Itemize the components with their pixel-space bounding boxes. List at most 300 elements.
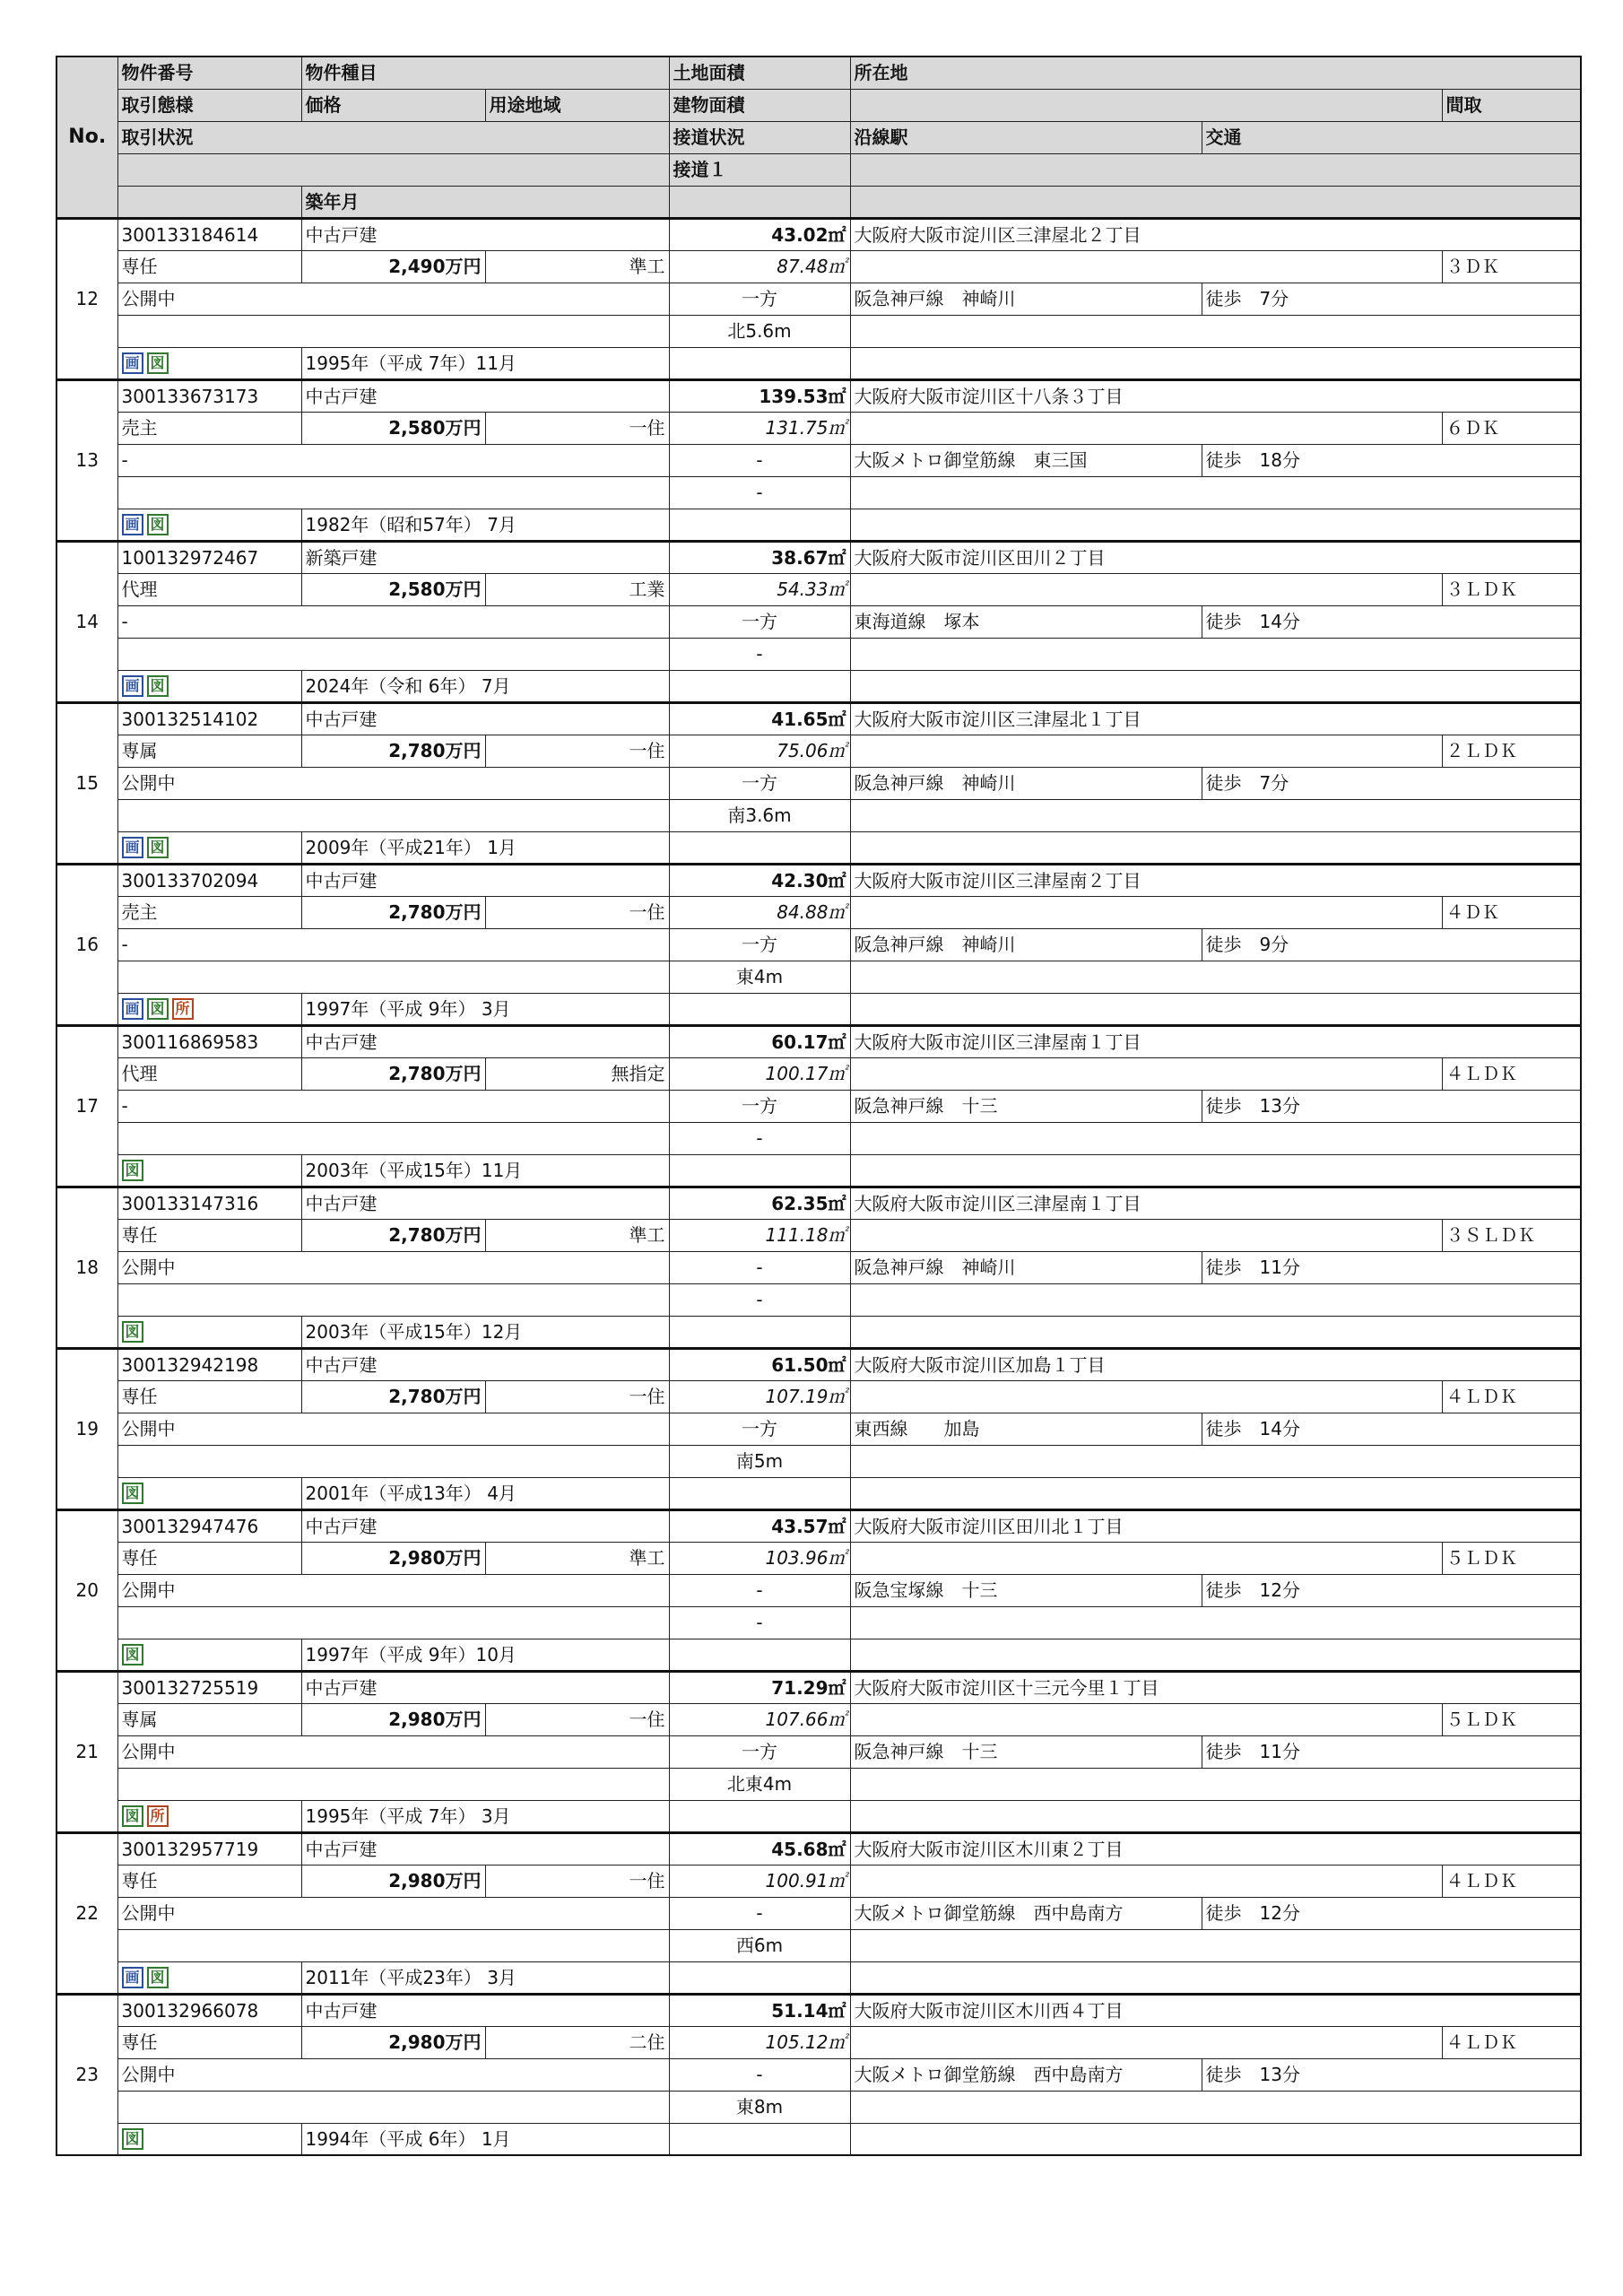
blank-cell — [117, 476, 669, 509]
layout: ５ＬＤＫ — [1442, 1703, 1581, 1735]
header-blank — [850, 153, 1581, 186]
header-blank — [850, 186, 1581, 218]
table-row — [56, 1413, 1581, 1445]
built-date: 1997年（平成 9年）10月 — [301, 1639, 669, 1671]
road-1: - — [669, 1606, 850, 1639]
road-access: 一方 — [669, 1090, 850, 1122]
zoning: 一住 — [485, 896, 669, 928]
blank-cell — [850, 1380, 1442, 1413]
table-row — [56, 315, 1581, 347]
badge-cell — [117, 1154, 301, 1187]
transaction-mode: 専任 — [117, 250, 301, 283]
address: 大阪府大阪市淀川区三津屋南１丁目 — [850, 1025, 1581, 1057]
blank-cell — [850, 2026, 1442, 2058]
blank-cell — [850, 1639, 1581, 1671]
land-area: 43.57㎡ — [669, 1509, 850, 1542]
price: 2,980万円 — [301, 1542, 485, 1574]
table-row — [56, 1542, 1581, 1574]
header-land-area: 土地面積 — [669, 57, 850, 89]
table-row — [56, 347, 1581, 379]
table-row — [56, 1994, 1581, 2026]
road-access: - — [669, 1251, 850, 1283]
transaction-status: 公開中 — [117, 767, 669, 799]
blank-cell — [117, 638, 669, 670]
table-row — [56, 1606, 1581, 1639]
layout: ３ＳＬＤＫ — [1442, 1219, 1581, 1251]
image-icon[interactable]: 画 — [122, 514, 143, 535]
table-row — [56, 509, 1581, 541]
table-row — [56, 379, 1581, 412]
header-built-date: 築年月 — [301, 186, 669, 218]
address: 大阪府大阪市淀川区三津屋南１丁目 — [850, 1187, 1581, 1219]
transaction-status: - — [117, 605, 669, 638]
header-no: No. — [56, 57, 117, 218]
land-area: 61.50㎡ — [669, 1348, 850, 1380]
floor-plan-icon[interactable]: 図 — [122, 1483, 143, 1504]
land-area: 38.67㎡ — [669, 541, 850, 573]
address: 大阪府大阪市淀川区田川北１丁目 — [850, 1509, 1581, 1542]
line-station: 大阪メトロ御堂筋線 西中島南方 — [850, 2058, 1202, 2091]
table-row — [56, 476, 1581, 509]
floor-plan-icon[interactable]: 図 — [122, 1160, 143, 1181]
land-area: 62.35㎡ — [669, 1187, 850, 1219]
blank-cell — [850, 896, 1442, 928]
header-transport: 交通 — [1202, 121, 1581, 153]
layout: ４ＤＫ — [1442, 896, 1581, 928]
transport: 徒歩 18分 — [1202, 444, 1581, 476]
table-row — [56, 1865, 1581, 1897]
blank-cell — [850, 1768, 1581, 1800]
header-transaction-mode: 取引態様 — [117, 89, 301, 121]
road-1: 北5.6m — [669, 315, 850, 347]
building-area: 100.17㎡ — [669, 1057, 850, 1090]
transaction-status: 公開中 — [117, 1574, 669, 1606]
address: 大阪府大阪市淀川区三津屋北２丁目 — [850, 218, 1581, 250]
transport: 徒歩 12分 — [1202, 1897, 1581, 1929]
road-1: - — [669, 638, 850, 670]
property-type: 中古戸建 — [301, 702, 669, 735]
price: 2,780万円 — [301, 1380, 485, 1413]
badge-cell — [117, 2123, 301, 2155]
table-row — [56, 283, 1581, 315]
floor-plan-icon[interactable]: 図 — [147, 514, 169, 535]
zoning: 一住 — [485, 735, 669, 767]
road-access: - — [669, 1574, 850, 1606]
table-row — [56, 735, 1581, 767]
table-row — [56, 864, 1581, 896]
table-row — [56, 605, 1581, 638]
price: 2,490万円 — [301, 250, 485, 283]
row-number: 22 — [56, 1832, 117, 1994]
blank-cell — [669, 509, 850, 541]
row-number: 21 — [56, 1671, 117, 1832]
road-access: 一方 — [669, 1413, 850, 1445]
transaction-status: 公開中 — [117, 283, 669, 315]
image-icon[interactable]: 画 — [122, 998, 143, 1020]
transaction-status: - — [117, 1090, 669, 1122]
layout: ２ＬＤＫ — [1442, 735, 1581, 767]
zoning: 準工 — [485, 250, 669, 283]
blank-cell — [669, 1639, 850, 1671]
building-area: 75.06㎡ — [669, 735, 850, 767]
badge-cell — [117, 993, 301, 1025]
road-1: - — [669, 476, 850, 509]
road-access: - — [669, 444, 850, 476]
blank-cell — [850, 1961, 1581, 1994]
property-type: 中古戸建 — [301, 1509, 669, 1542]
header-property-type: 物件種目 — [301, 57, 669, 89]
table-row — [56, 2091, 1581, 2123]
line-station: 阪急神戸線 十三 — [850, 1735, 1202, 1768]
blank-cell — [850, 250, 1442, 283]
blank-cell — [850, 1057, 1442, 1090]
transport: 徒歩 14分 — [1202, 1413, 1581, 1445]
table-row — [56, 250, 1581, 283]
table-row — [56, 218, 1581, 250]
table-row — [56, 1574, 1581, 1606]
blank-cell — [669, 1316, 850, 1348]
blank-cell — [117, 1606, 669, 1639]
header-transaction-status: 取引状況 — [117, 121, 669, 153]
table-row — [56, 1961, 1581, 1994]
floor-plan-icon[interactable]: 図 — [122, 1321, 143, 1343]
road-1: 西6m — [669, 1929, 850, 1961]
transaction-status: 公開中 — [117, 1251, 669, 1283]
transaction-mode: 代理 — [117, 573, 301, 605]
badge-cell — [117, 831, 301, 864]
image-icon[interactable]: 画 — [122, 675, 143, 697]
table-row — [56, 1735, 1581, 1768]
layout: ５ＬＤＫ — [1442, 1542, 1581, 1574]
transport: 徒歩 7分 — [1202, 283, 1581, 315]
property-type: 中古戸建 — [301, 1025, 669, 1057]
floor-plan-icon[interactable]: 図 — [122, 2128, 143, 2150]
building-area: 111.18㎡ — [669, 1219, 850, 1251]
floor-plan-icon[interactable]: 図 — [147, 837, 169, 858]
blank-cell — [850, 412, 1442, 444]
header-property-number: 物件番号 — [117, 57, 301, 89]
header-building-area: 建物面積 — [669, 89, 850, 121]
blank-cell — [669, 1477, 850, 1509]
badge-cell — [117, 1477, 301, 1509]
blank-cell — [850, 315, 1581, 347]
row-number: 13 — [56, 379, 117, 541]
floor-plan-icon[interactable]: 図 — [147, 1967, 169, 1988]
property-type: 中古戸建 — [301, 1187, 669, 1219]
property-type: 新築戸建 — [301, 541, 669, 573]
transport: 徒歩 13分 — [1202, 2058, 1581, 2091]
blank-cell — [669, 1961, 850, 1994]
transport: 徒歩 11分 — [1202, 1251, 1581, 1283]
table-row — [56, 1477, 1581, 1509]
blank-cell — [117, 2091, 669, 2123]
floor-plan-icon[interactable]: 図 — [147, 998, 169, 1020]
transaction-status: 公開中 — [117, 1897, 669, 1929]
property-number[interactable]: 300132514102 — [117, 702, 301, 735]
table-row — [56, 1671, 1581, 1703]
floor-plan-icon[interactable]: 図 — [122, 1805, 143, 1827]
transaction-mode: 専任 — [117, 1865, 301, 1897]
blank-cell — [117, 1768, 669, 1800]
road-access: - — [669, 1897, 850, 1929]
transaction-status: - — [117, 444, 669, 476]
blank-cell — [850, 1283, 1581, 1316]
location-icon[interactable]: 所 — [172, 998, 194, 1020]
blank-cell — [850, 961, 1581, 993]
property-number[interactable]: 300116869583 — [117, 1025, 301, 1057]
table-row — [56, 1154, 1581, 1187]
image-icon[interactable]: 画 — [122, 352, 143, 374]
table-row — [56, 1832, 1581, 1865]
image-icon[interactable]: 画 — [122, 1967, 143, 1988]
table-row — [56, 1025, 1581, 1057]
table-row — [56, 1283, 1581, 1316]
zoning: 準工 — [485, 1219, 669, 1251]
property-number[interactable]: 300133184614 — [117, 218, 301, 250]
property-number[interactable]: 300132725519 — [117, 1671, 301, 1703]
badge-cell — [117, 347, 301, 379]
line-station: 阪急神戸線 十三 — [850, 1090, 1202, 1122]
property-number[interactable]: 300133147316 — [117, 1187, 301, 1219]
blank-cell — [850, 1865, 1442, 1897]
price: 2,780万円 — [301, 1219, 485, 1251]
blank-cell — [850, 735, 1442, 767]
table-row — [56, 1122, 1581, 1154]
table-body — [56, 218, 1581, 2155]
built-date: 1994年（平成 6年） 1月 — [301, 2123, 669, 2155]
built-date: 1982年（昭和57年） 7月 — [301, 509, 669, 541]
property-number[interactable]: 300132942198 — [117, 1348, 301, 1380]
road-access: 一方 — [669, 767, 850, 799]
transport: 徒歩 7分 — [1202, 767, 1581, 799]
table-row — [56, 1929, 1581, 1961]
transaction-mode: 専任 — [117, 2026, 301, 2058]
blank-cell — [850, 670, 1581, 702]
floor-plan-icon[interactable]: 図 — [147, 352, 169, 374]
property-number[interactable]: 100132972467 — [117, 541, 301, 573]
table-row — [56, 412, 1581, 444]
blank-cell — [850, 1122, 1581, 1154]
transport: 徒歩 14分 — [1202, 605, 1581, 638]
built-date: 1997年（平成 9年） 3月 — [301, 993, 669, 1025]
zoning: 二住 — [485, 2026, 669, 2058]
transaction-mode: 専属 — [117, 1703, 301, 1735]
building-area: 131.75㎡ — [669, 412, 850, 444]
blank-cell — [117, 1122, 669, 1154]
blank-cell — [850, 831, 1581, 864]
blank-cell — [669, 831, 850, 864]
blank-cell — [669, 670, 850, 702]
badge-cell — [117, 1800, 301, 1832]
table-row — [56, 767, 1581, 799]
row-number: 17 — [56, 1025, 117, 1187]
address: 大阪府大阪市淀川区三津屋北１丁目 — [850, 702, 1581, 735]
blank-cell — [117, 1929, 669, 1961]
transaction-mode: 売主 — [117, 896, 301, 928]
land-area: 43.02㎡ — [669, 218, 850, 250]
table-row — [56, 1057, 1581, 1090]
address: 大阪府大阪市淀川区加島１丁目 — [850, 1348, 1581, 1380]
blank-cell — [117, 1283, 669, 1316]
transaction-mode: 専属 — [117, 735, 301, 767]
blank-cell — [669, 993, 850, 1025]
transaction-mode: 専任 — [117, 1380, 301, 1413]
table-row — [56, 2123, 1581, 2155]
built-date: 2003年（平成15年）11月 — [301, 1154, 669, 1187]
blank-cell — [117, 1445, 669, 1477]
address: 大阪府大阪市淀川区十八条３丁目 — [850, 379, 1581, 412]
property-number[interactable]: 300133702094 — [117, 864, 301, 896]
badge-cell — [117, 1316, 301, 1348]
price: 2,580万円 — [301, 573, 485, 605]
header-zoning: 用途地域 — [485, 89, 669, 121]
road-1: - — [669, 1283, 850, 1316]
layout: ６ＤＫ — [1442, 412, 1581, 444]
transport: 徒歩 11分 — [1202, 1735, 1581, 1768]
header-price: 価格 — [301, 89, 485, 121]
property-number[interactable]: 300132947476 — [117, 1509, 301, 1542]
transport: 徒歩 12分 — [1202, 1574, 1581, 1606]
table-row — [56, 1897, 1581, 1929]
transaction-mode: 売主 — [117, 412, 301, 444]
building-area: 107.66㎡ — [669, 1703, 850, 1735]
table-row — [56, 1768, 1581, 1800]
address: 大阪府大阪市淀川区木川東２丁目 — [850, 1832, 1581, 1865]
transport: 徒歩 9分 — [1202, 928, 1581, 961]
transaction-status: - — [117, 928, 669, 961]
row-number: 20 — [56, 1509, 117, 1671]
built-date: 2009年（平成21年） 1月 — [301, 831, 669, 864]
blank-cell — [850, 1606, 1581, 1639]
floor-plan-icon[interactable]: 図 — [122, 1644, 143, 1665]
building-area: 84.88㎡ — [669, 896, 850, 928]
table-row — [56, 1509, 1581, 1542]
price: 2,780万円 — [301, 1057, 485, 1090]
built-date: 2011年（平成23年） 3月 — [301, 1961, 669, 1994]
location-icon[interactable]: 所 — [147, 1805, 169, 1827]
building-area: 103.96㎡ — [669, 1542, 850, 1574]
zoning: 一住 — [485, 412, 669, 444]
price: 2,780万円 — [301, 735, 485, 767]
address: 大阪府大阪市淀川区田川２丁目 — [850, 541, 1581, 573]
table-row — [56, 1703, 1581, 1735]
table-row — [56, 1316, 1581, 1348]
property-type: 中古戸建 — [301, 1832, 669, 1865]
table-row — [56, 573, 1581, 605]
line-station: 阪急神戸線 神崎川 — [850, 283, 1202, 315]
blank-cell — [850, 1800, 1581, 1832]
transaction-status: 公開中 — [117, 1413, 669, 1445]
land-area: 71.29㎡ — [669, 1671, 850, 1703]
table-row — [56, 1380, 1581, 1413]
table-row — [56, 1348, 1581, 1380]
table-row — [56, 2026, 1581, 2058]
table-row — [56, 1800, 1581, 1832]
land-area: 42.30㎡ — [669, 864, 850, 896]
road-1: - — [669, 1122, 850, 1154]
built-date: 2001年（平成13年） 4月 — [301, 1477, 669, 1509]
table-row — [56, 799, 1581, 831]
blank-cell — [850, 1154, 1581, 1187]
property-number[interactable]: 300132966078 — [117, 1994, 301, 2026]
price: 2,780万円 — [301, 896, 485, 928]
road-1: 南3.6m — [669, 799, 850, 831]
transaction-mode: 専任 — [117, 1542, 301, 1574]
layout: ４ＬＤＫ — [1442, 1865, 1581, 1897]
table-row — [56, 1187, 1581, 1219]
transaction-mode: 専任 — [117, 1219, 301, 1251]
transaction-mode: 代理 — [117, 1057, 301, 1090]
blank-cell — [850, 993, 1581, 1025]
zoning: 一住 — [485, 1380, 669, 1413]
badge-cell — [117, 1639, 301, 1671]
property-number[interactable]: 300132957719 — [117, 1832, 301, 1865]
blank-cell — [669, 1800, 850, 1832]
price: 2,580万円 — [301, 412, 485, 444]
blank-cell — [850, 1445, 1581, 1477]
line-station: 大阪メトロ御堂筋線 西中島南方 — [850, 1897, 1202, 1929]
row-number: 19 — [56, 1348, 117, 1509]
layout: ４ＬＤＫ — [1442, 1380, 1581, 1413]
header-line-station: 沿線駅 — [850, 121, 1202, 153]
property-table — [56, 56, 1582, 2156]
blank-cell — [850, 799, 1581, 831]
road-1: 東4m — [669, 961, 850, 993]
table-row — [56, 1639, 1581, 1671]
table-row — [56, 444, 1581, 476]
row-number: 15 — [56, 702, 117, 864]
image-icon[interactable]: 画 — [122, 837, 143, 858]
table-row — [56, 541, 1581, 573]
blank-cell — [850, 1542, 1442, 1574]
blank-cell — [850, 2123, 1581, 2155]
header-road-1: 接道１ — [669, 153, 850, 186]
road-access: 一方 — [669, 283, 850, 315]
row-number: 16 — [56, 864, 117, 1025]
price: 2,980万円 — [301, 2026, 485, 2058]
land-area: 60.17㎡ — [669, 1025, 850, 1057]
blank-cell — [117, 799, 669, 831]
layout: ３ＬＤＫ — [1442, 573, 1581, 605]
badge-cell — [117, 509, 301, 541]
building-area: 107.19㎡ — [669, 1380, 850, 1413]
header-blank — [669, 186, 850, 218]
blank-cell — [850, 509, 1581, 541]
floor-plan-icon[interactable]: 図 — [147, 675, 169, 697]
property-type: 中古戸建 — [301, 1348, 669, 1380]
row-number: 18 — [56, 1187, 117, 1348]
property-type: 中古戸建 — [301, 218, 669, 250]
table-row — [56, 928, 1581, 961]
blank-cell — [850, 1316, 1581, 1348]
price: 2,980万円 — [301, 1703, 485, 1735]
building-area: 54.33㎡ — [669, 573, 850, 605]
road-access: 一方 — [669, 1735, 850, 1768]
table-row — [56, 1251, 1581, 1283]
road-1: 南5m — [669, 1445, 850, 1477]
zoning: 準工 — [485, 1542, 669, 1574]
transaction-status: 公開中 — [117, 2058, 669, 2091]
built-date: 1995年（平成 7年） 3月 — [301, 1800, 669, 1832]
header-blank — [850, 89, 1442, 121]
table-row — [56, 993, 1581, 1025]
address: 大阪府大阪市淀川区木川西４丁目 — [850, 1994, 1581, 2026]
line-station: 阪急神戸線 神崎川 — [850, 767, 1202, 799]
table-row — [56, 1090, 1581, 1122]
road-1: 東8m — [669, 2091, 850, 2123]
property-number[interactable]: 300133673173 — [117, 379, 301, 412]
land-area: 41.65㎡ — [669, 702, 850, 735]
